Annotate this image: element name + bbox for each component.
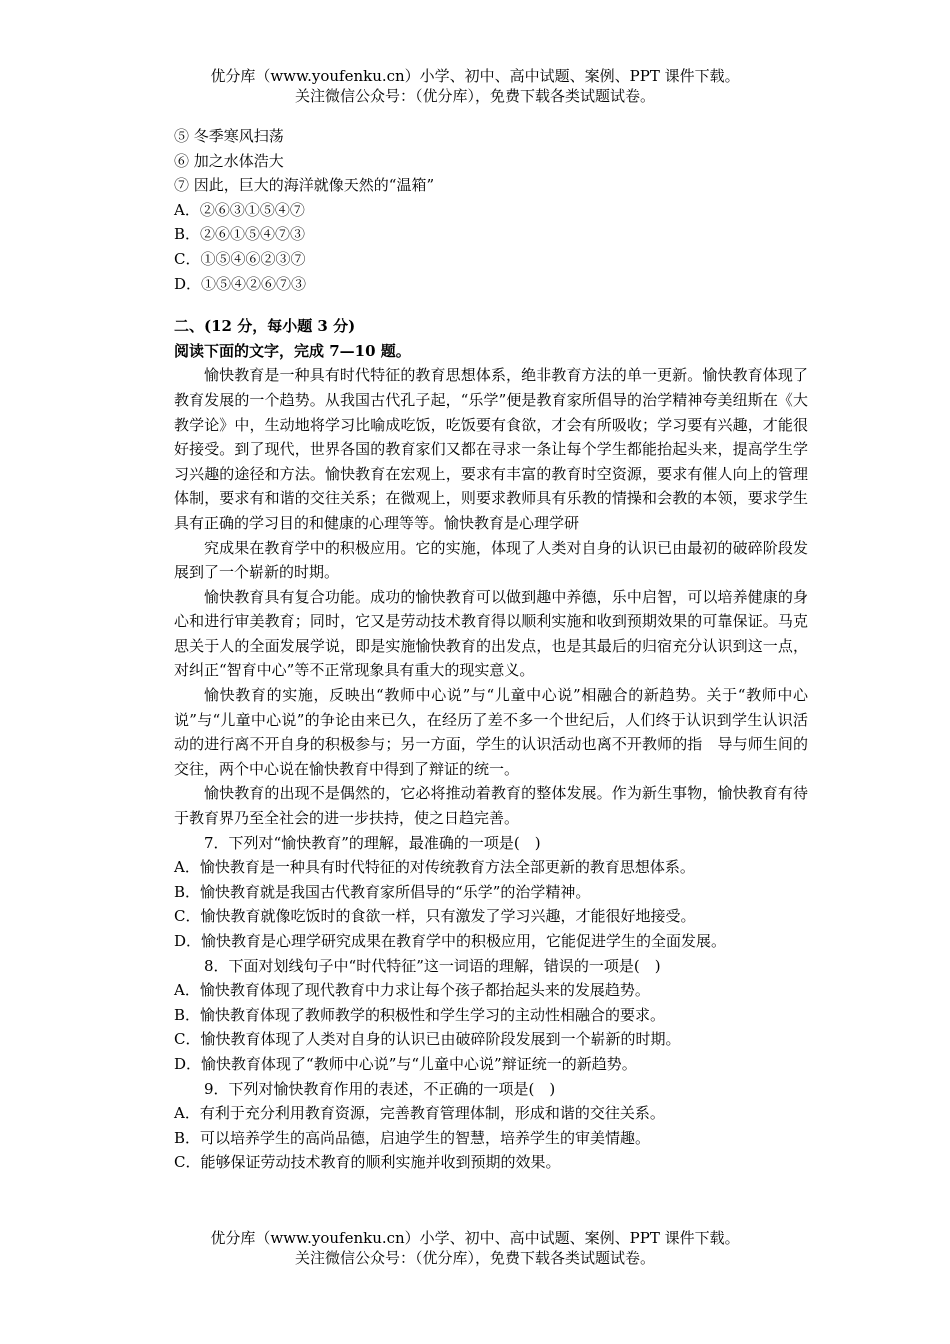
ordering-item: ⑤ 冬季寒风扫荡 <box>174 127 284 145</box>
answer-option: B．可以培养学生的高尚品德，启迪学生的智慧，培养学生的审美情趣。 <box>174 1128 651 1147</box>
section-heading: 二、(12 分，每小题 3 分) <box>174 317 356 336</box>
page-footer <box>0 1228 950 1268</box>
question-stem: 7．下列对“愉快教育”的理解，最准确的一项是( ) <box>204 833 541 852</box>
passage-paragraph: 究成果在教育学中的积极应用。它的实施，体现了人类对自身的认识已由最初的破碎阶段发展到了一个崭新的时期。 <box>174 538 808 582</box>
document-body <box>174 124 808 1175</box>
answer-option: C．①⑤④⑥②③⑦ <box>174 249 306 268</box>
footer-line-2: 关注微信公众号：（优分库），免费下载各类试题试卷。 <box>294 1249 655 1267</box>
header-line-1: 优分库（www.youfenku.cn）小学、初中、高中试题、案例、PPT 课件下载。 <box>210 67 740 85</box>
ordering-item: ⑥ 加之水体浩大 <box>174 151 284 170</box>
answer-option: C．愉快教育体现了人类对自身的认识已由破碎阶段发展到一个崭新的时期。 <box>174 1030 681 1049</box>
answer-option: B．愉快教育就是我国古代教育家所倡导的“乐学”的治学精神。 <box>174 882 591 901</box>
answer-option: A．愉快教育体现了现代教育中力求让每个孩子都抬起头来的发展趋势。 <box>174 981 650 1000</box>
answer-option: B．②⑥①⑤④⑦③ <box>174 225 306 244</box>
answer-option: D．愉快教育体现了“教师中心说”与“儿童中心说”辩证统一的新趋势。 <box>174 1054 637 1073</box>
ordering-item: ⑦ 因此，巨大的海洋就像天然的“温箱” <box>174 176 435 195</box>
question-8 <box>174 954 808 1077</box>
header-line-2: 关注微信公众号：（优分库），免费下载各类试题试卷。 <box>294 87 655 105</box>
question-9 <box>174 1077 808 1175</box>
answer-option: C．能够保证劳动技术教育的顺利实施并收到预期的效果。 <box>174 1153 561 1172</box>
answer-option: D．愉快教育是心理学研究成果在教育学中的积极应用，它能促进学生的全面发展。 <box>174 932 727 950</box>
question-stem: 9．下列对愉快教育作用的表述，不正确的一项是( ) <box>204 1079 556 1098</box>
answer-option: C．愉快教育就像吃饭时的食欲一样，只有激发了学习兴趣，才能很好地接受。 <box>174 907 696 926</box>
passage-paragraph: 愉快教育是一种具有时代特征的教育思想体系，绝非教育方法的单一更新。愉快教育体现了教育发展的一个趋势。从我国古代孔子起，“乐学”便是教育家所倡导的治学精神夸美纽斯在《大教学论》中，生动地将学习比喻成吃饭，吃饭要有食欲，才会有所吸收；学习要有兴趣，才能很好接受。到了现代，世界各国的教育家们又都在寻求一条让每个学生都能抬起头来，提高学生学习兴趣的途径和方法。愉快教育在宏观上，要求有丰富的教育时空资源，要求有催人向上的管理体制，要求有和谐的交往关系；在微观上，则要求教师具有乐教的情操和会教的本领，要求学生具有正确的学习目的和健康的心理等等。愉快教育是心理学研 <box>174 366 808 532</box>
answer-option: D．①⑤④②⑥⑦③ <box>174 274 307 293</box>
answer-option: B．愉快教育体现了教师教学的积极性和学生学习的主动性相融合的要求。 <box>174 1005 666 1024</box>
reading-instruction: 阅读下面的文字，完成 7—10 题。 <box>174 341 411 360</box>
question-stem: 8．下面对划线句子中“时代特征”这一词语的理解，错误的一项是( ) <box>204 956 661 975</box>
page-header <box>0 66 950 106</box>
passage-paragraph: 愉快教育具有复合功能。成功的愉快教育可以做到趣中养德，乐中启智，可以培养健康的身心和进行审美教育；同时，它又是劳动技术教育得以顺利实施和收到预期效果的可靠保证。马克思关于人的全面发展学说，即是实施愉快教育的出发点，也是其最后的归宿充分认识到这一点，对纠正“智育中心”等不正常现象具有重大的现实意义。 <box>174 587 808 680</box>
passage-paragraph: 愉快教育的出现不是偶然的，它必将推动着教育的整体发展。作为新生事物，愉快教育有待于教育界乃至全社会的进一步扶持，使之日趋完善。 <box>174 784 808 828</box>
answer-option: A．有利于充分利用教育资源，完善教育管理体制，形成和谐的交往关系。 <box>174 1104 665 1123</box>
answer-option: A．②⑥③①⑤④⑦ <box>174 200 305 219</box>
passage-paragraph: 愉快教育的实施，反映出“教师中心说”与“儿童中心说”相融合的新趋势。关于“教师中心说”与“儿童中心说”的争论由来已久，在经历了差不多一个世纪后，人们终于认识到学生认识活动的进行离不开自身的积极参与；另一方面，学生的认识活动也离不开教师的指 导与师生间的交往，两个中心说在愉快教育中得到了辩证的统一。 <box>174 686 808 778</box>
ordering-items <box>174 124 808 296</box>
answer-option: A．愉快教育是一种具有时代特征的对传统教育方法全部更新的教育思想体系。 <box>174 858 695 877</box>
question-7 <box>174 831 808 954</box>
footer-line-1: 优分库（www.youfenku.cn）小学、初中、高中试题、案例、PPT 课件下载。 <box>210 1229 740 1247</box>
